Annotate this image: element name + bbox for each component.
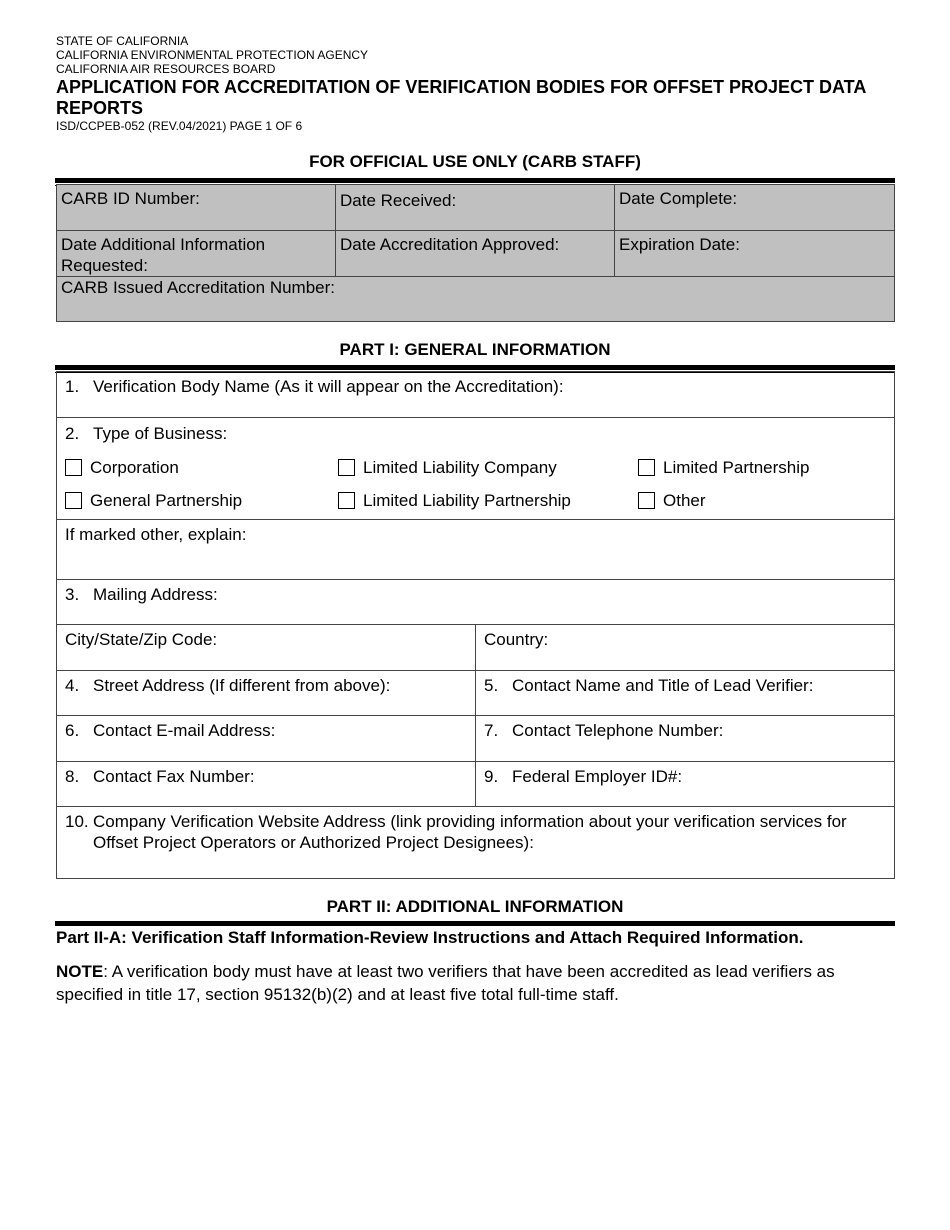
official-use-heading: FOR OFFICIAL USE ONLY (CARB STAFF) xyxy=(309,152,641,171)
agency-carb: CALIFORNIA AIR RESOURCES BOARD xyxy=(56,62,276,76)
document-title: APPLICATION FOR ACCREDITATION OF VERIFICATION BODIES FOR OFFSET PROJECT DATA REPORTS xyxy=(56,77,866,118)
date-received-label: Date Received: xyxy=(340,191,457,210)
carb-id-field[interactable]: CARB ID Number: xyxy=(57,185,336,231)
street-address-label: Street Address (If different from above): xyxy=(93,676,391,695)
federal-employer-id-field[interactable]: 9. Federal Employer ID#: xyxy=(476,762,895,807)
business-type-label: Type of Business: xyxy=(93,424,228,443)
general-info-table xyxy=(56,371,895,879)
checkbox-box[interactable] xyxy=(638,459,655,476)
part2-heading: PART II: ADDITIONAL INFORMATION xyxy=(326,897,624,916)
date-complete-field[interactable]: Date Complete: xyxy=(615,185,895,231)
note-paragraph xyxy=(56,960,906,1006)
website-address-label: Company Verification Website Address (link providing information about your verification services for Offset Project Operators or Authorized Project Designees): xyxy=(93,812,847,852)
checkbox-box[interactable] xyxy=(65,459,82,476)
date-additional-info-field[interactable]: Date Additional Information Requested: xyxy=(57,231,336,277)
contact-email-label: Contact E-mail Address: xyxy=(93,721,276,740)
part2a-subheading: Part II-A: Verification Staff Information-Review Instructions and Attach Required Information. xyxy=(56,928,804,947)
city-state-zip-field[interactable]: City/State/Zip Code: xyxy=(57,625,476,671)
country-field[interactable]: Country: xyxy=(476,625,895,671)
divider xyxy=(55,921,895,926)
contact-fax-label: Contact Fax Number: xyxy=(93,767,255,786)
part1-heading: PART I: GENERAL INFORMATION xyxy=(339,340,611,359)
lead-verifier-contact-label: Contact Name and Title of Lead Verifier: xyxy=(512,676,814,695)
checkbox-other[interactable]: Other xyxy=(638,490,706,511)
issued-accreditation-number-field[interactable]: CARB Issued Accreditation Number: xyxy=(57,277,895,322)
checkbox-box[interactable] xyxy=(338,459,355,476)
contact-email-field[interactable]: 6. Contact E-mail Address: xyxy=(57,716,476,762)
street-address-field[interactable]: 4. Street Address (If different from above): xyxy=(57,671,476,716)
checkbox-llc[interactable]: Limited Liability Company xyxy=(338,457,638,478)
mailing-address-field[interactable]: 3. Mailing Address: xyxy=(57,580,895,625)
divider xyxy=(55,178,895,183)
checkbox-general-partnership[interactable]: General Partnership xyxy=(65,490,338,511)
checkbox-box[interactable] xyxy=(65,492,82,509)
checkbox-corporation[interactable]: Corporation xyxy=(65,457,338,478)
agency-state: STATE OF CALIFORNIA xyxy=(56,34,189,48)
checkbox-limited-partnership[interactable]: Limited Partnership xyxy=(638,457,809,478)
verification-body-name-label: Verification Body Name (As it will appear on the Accreditation): xyxy=(93,377,564,396)
divider xyxy=(55,365,895,370)
note-text: : A verification body must have at least two verifiers that have been accredited as lead verifiers as specified in title 17, section 95132(b)(2) and at least five total full-time staff. xyxy=(56,962,835,1004)
checkbox-llp[interactable]: Limited Liability Partnership xyxy=(338,490,638,511)
contact-phone-label: Contact Telephone Number: xyxy=(512,721,724,740)
checkbox-box[interactable] xyxy=(638,492,655,509)
date-approved-field[interactable]: Date Accreditation Approved: xyxy=(336,231,615,277)
website-address-field[interactable]: 10. Company Verification Website Address (link providing information about your verification services for Offset Project Operators or Authorized Project Designees): xyxy=(57,807,895,879)
verification-body-name-field[interactable]: 1. Verification Body Name (As it will appear on the Accreditation): xyxy=(57,372,895,418)
note-label: NOTE xyxy=(56,962,104,981)
lead-verifier-contact-field[interactable]: 5. Contact Name and Title of Lead Verifier: xyxy=(476,671,895,716)
expiration-date-field[interactable]: Expiration Date: xyxy=(615,231,895,277)
other-explain-field[interactable]: If marked other, explain: xyxy=(57,520,895,580)
federal-employer-id-label: Federal Employer ID#: xyxy=(512,767,683,786)
date-received-field[interactable] xyxy=(336,185,615,231)
contact-phone-field[interactable]: 7. Contact Telephone Number: xyxy=(476,716,895,762)
mailing-address-label: Mailing Address: xyxy=(93,585,218,604)
contact-fax-field[interactable]: 8. Contact Fax Number: xyxy=(57,762,476,807)
checkbox-box[interactable] xyxy=(338,492,355,509)
business-type-section: 2. Type of Business: Corporation Limited Liability Company Limited Partnership General Partnership Limited Liability Partnership Other xyxy=(57,418,895,520)
form-id: ISD/CCPEB-052 (REV.04/2021) PAGE 1 OF 6 xyxy=(56,119,303,133)
agency-calepa: CALIFORNIA ENVIRONMENTAL PROTECTION AGENCY xyxy=(56,48,369,62)
official-use-table xyxy=(56,184,895,322)
